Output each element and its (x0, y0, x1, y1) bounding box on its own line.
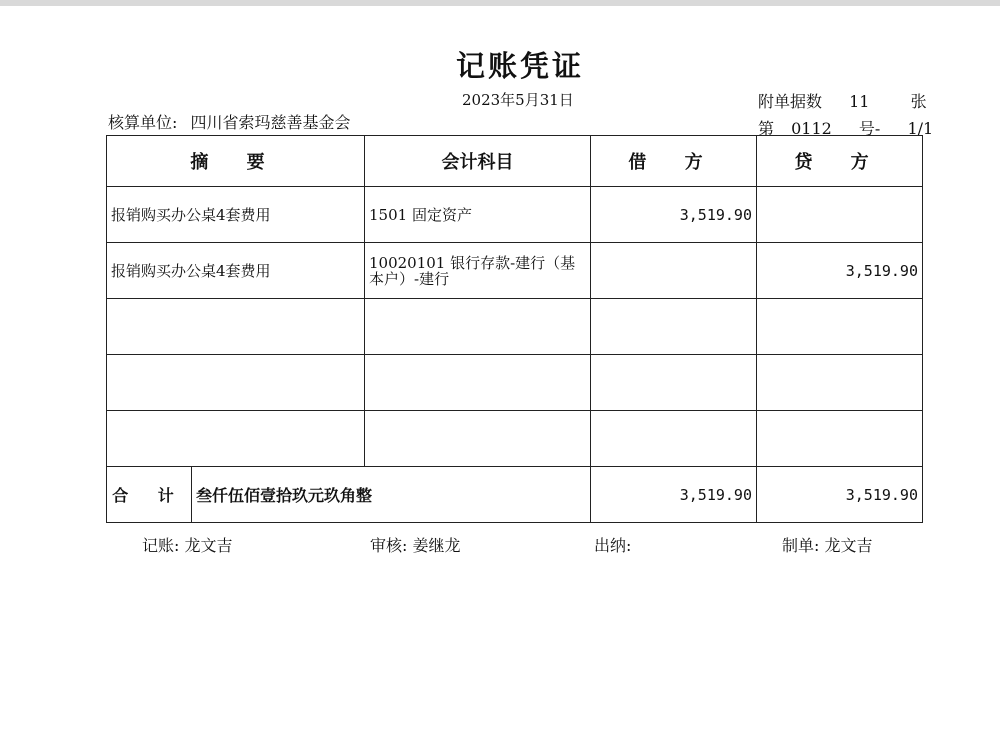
row-credit (757, 355, 923, 411)
attachments-count: 11 (849, 92, 870, 111)
table-header-row (107, 136, 923, 187)
attachments-info (758, 89, 927, 112)
preparer-signature: 制单: 龙文吉 (782, 536, 873, 555)
row-debit (591, 243, 757, 299)
total-credit: 3,519.90 (757, 467, 923, 523)
voucher-table (106, 135, 923, 523)
voucher-title: 记账凭证 (455, 49, 584, 83)
attachments-unit: 张 (910, 92, 927, 111)
row-account (365, 299, 591, 355)
row-summary (107, 299, 365, 355)
bookkeeper-signature: 记账: 龙文吉 (142, 536, 233, 555)
row-debit (591, 355, 757, 411)
voucher-date: 2023年5月31日 (462, 91, 574, 109)
cashier-signature: 出纳: (594, 536, 632, 555)
header-account: 会计科目 (365, 136, 591, 187)
table-row (107, 411, 923, 467)
unit-name: 四川省索玛慈善基金会 (190, 113, 351, 132)
attachments-label: 附单据数 (758, 92, 823, 111)
header-debit: 借 方 (591, 136, 757, 187)
row-summary (107, 355, 365, 411)
number-prefix: 第 (758, 119, 775, 138)
total-row (107, 467, 923, 523)
table-row (107, 187, 923, 243)
total-cell (107, 467, 591, 523)
row-summary (107, 411, 365, 467)
total-label: 合 计 (107, 467, 192, 522)
row-account: 1501 固定资产 (365, 187, 591, 243)
row-debit (591, 299, 757, 355)
total-amount-words: 叁仟伍佰壹拾玖元玖角整 (196, 486, 373, 505)
row-account (365, 355, 591, 411)
table-row (107, 243, 923, 299)
voucher-number: 0112 (791, 119, 832, 138)
row-debit: 3,519.90 (591, 187, 757, 243)
header-summary: 摘 要 (107, 136, 365, 187)
table-row (107, 299, 923, 355)
row-credit (757, 299, 923, 355)
page-count: 1/1 (907, 119, 934, 138)
auditor-signature: 审核: 姜继龙 (370, 536, 461, 555)
table-row (107, 355, 923, 411)
row-account (365, 411, 591, 467)
unit-label: 核算单位: (108, 113, 178, 132)
number-suffix: 号- (858, 119, 881, 138)
row-summary: 报销购买办公桌4套费用 (107, 243, 365, 299)
row-credit (757, 187, 923, 243)
row-account: 10020101 银行存款-建行（基本户）-建行 (365, 243, 591, 299)
header-credit: 贷 方 (757, 136, 923, 187)
row-credit: 3,519.90 (757, 243, 923, 299)
row-credit (757, 411, 923, 467)
row-summary: 报销购买办公桌4套费用 (107, 187, 365, 243)
accounting-unit (108, 110, 351, 133)
total-debit: 3,519.90 (591, 467, 757, 523)
row-debit (591, 411, 757, 467)
